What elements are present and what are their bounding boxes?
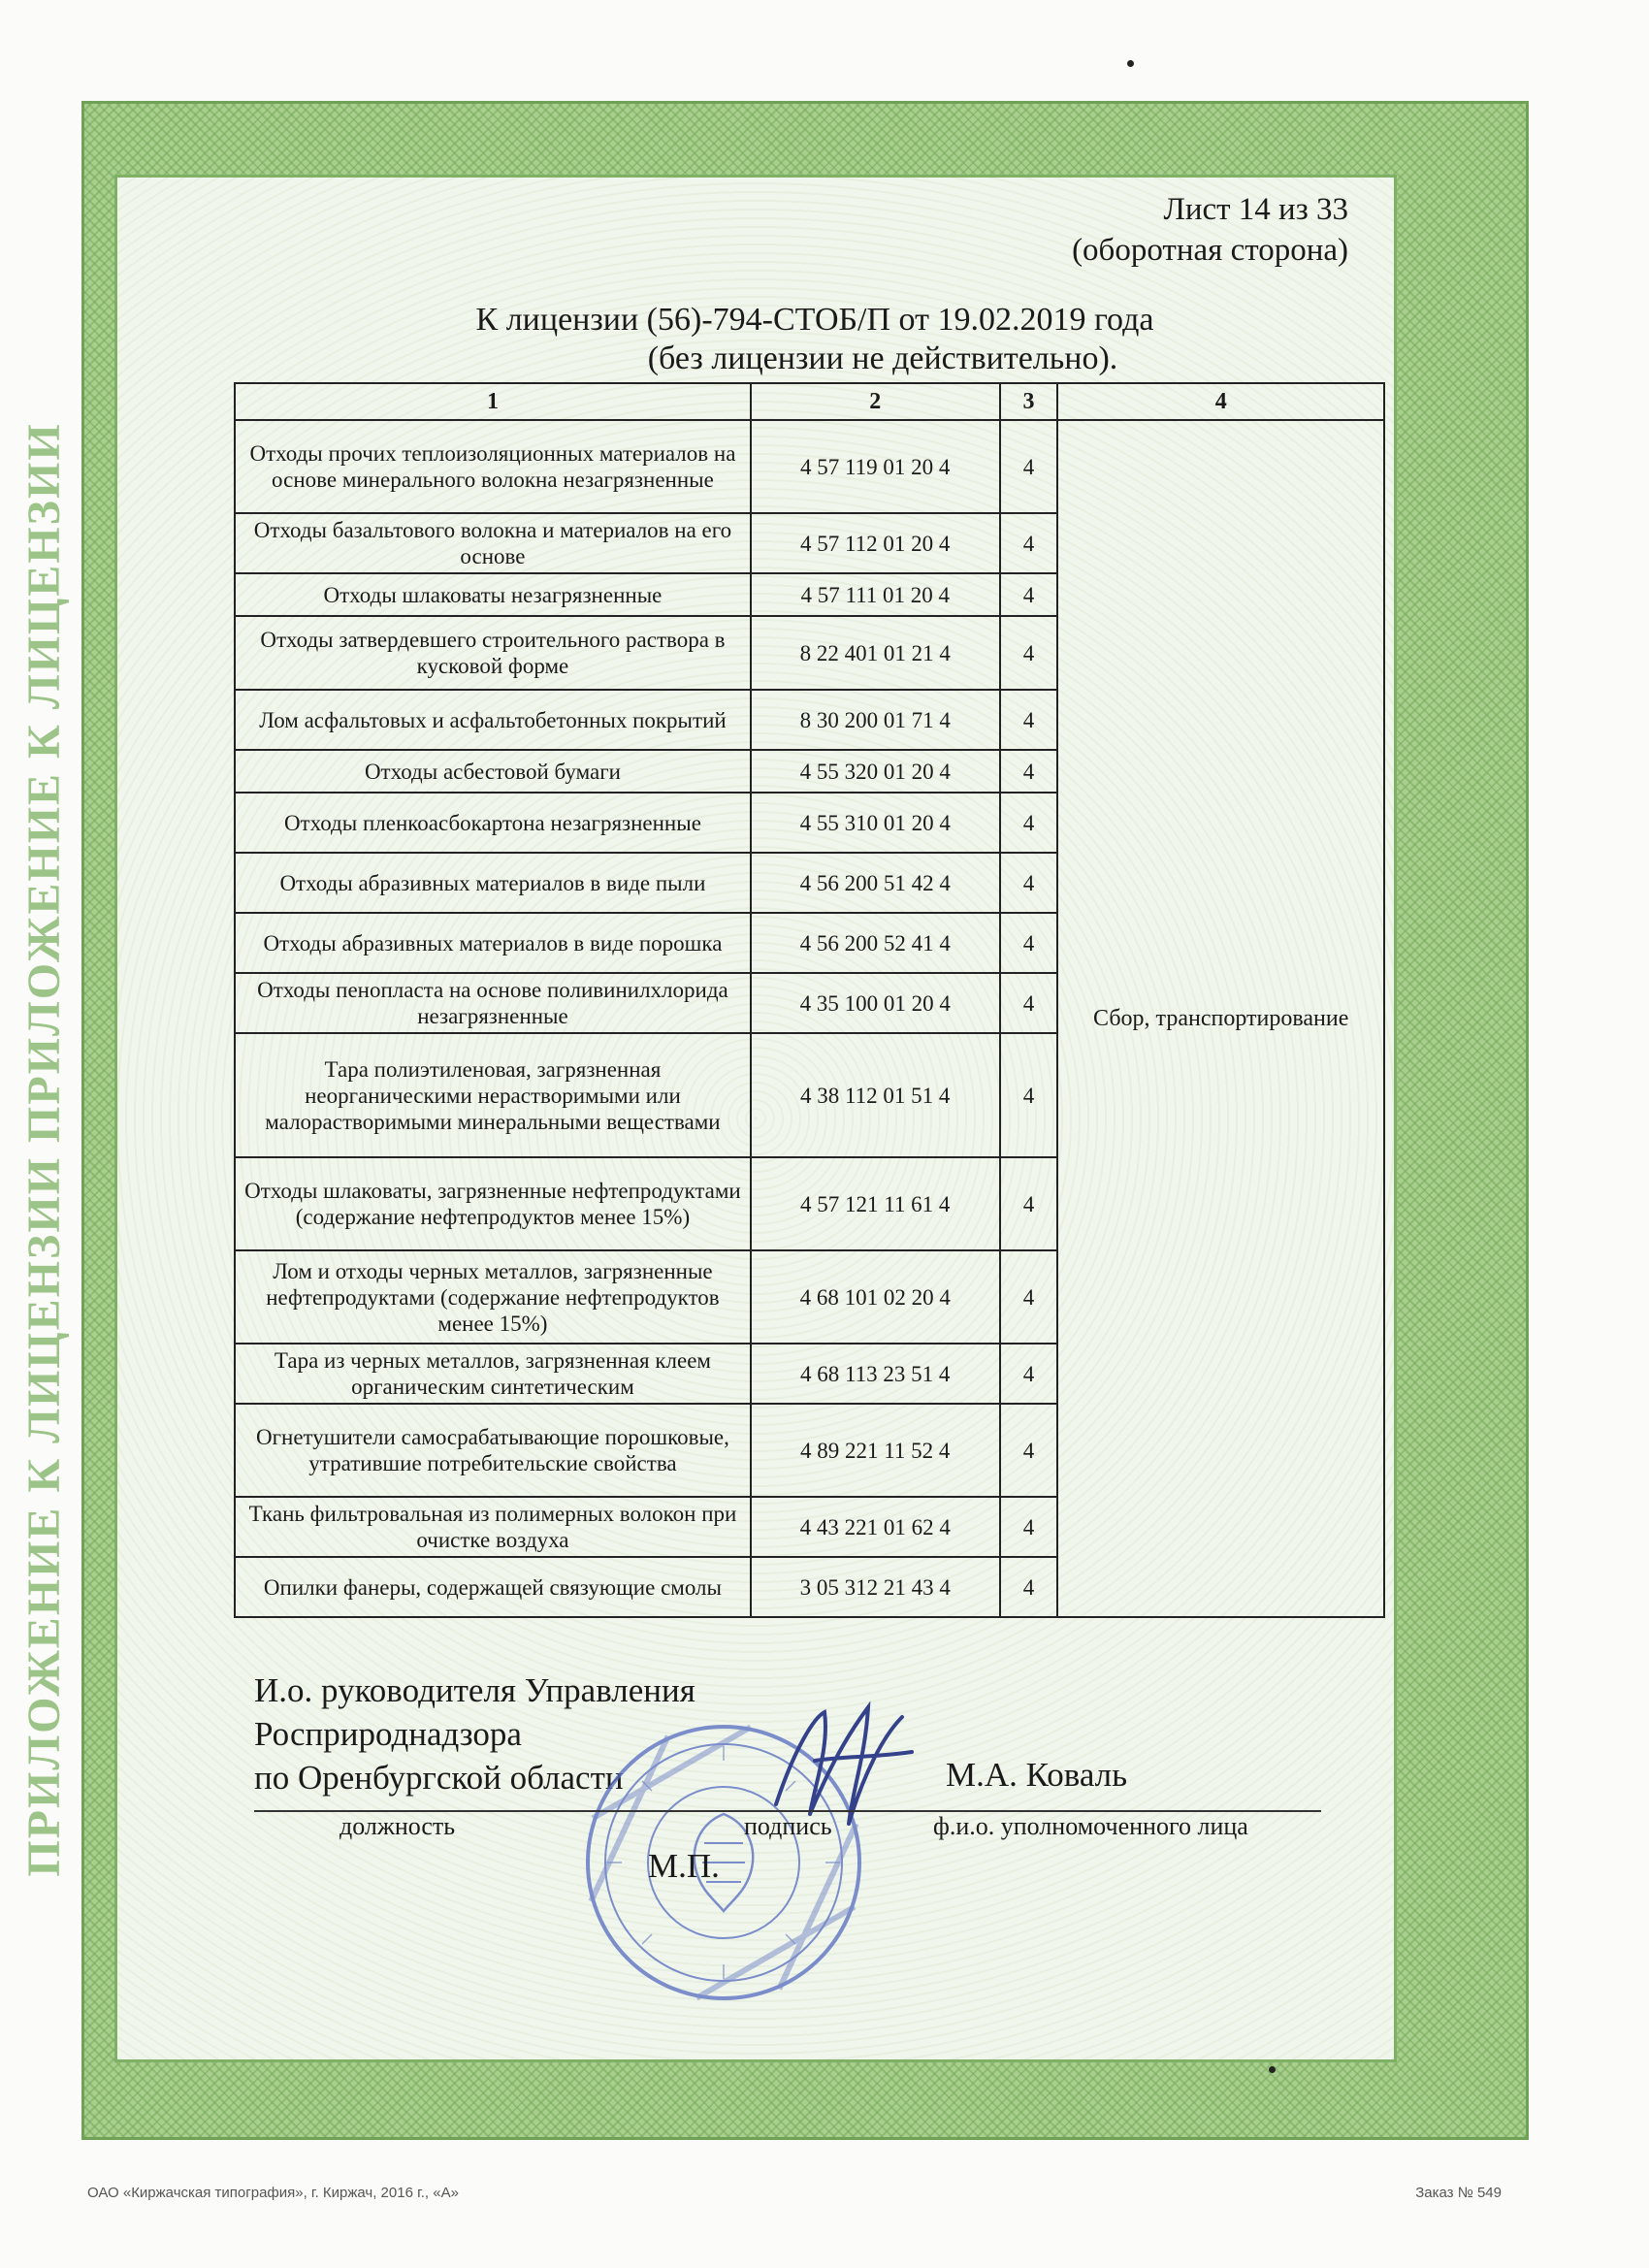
column-header: 1 bbox=[235, 383, 751, 420]
hazard-class-cell: 4 bbox=[1000, 1157, 1058, 1250]
position-line: по Оренбургской области bbox=[254, 1759, 624, 1797]
waste-name-cell: Отходы пленкоасбокартона незагрязненные bbox=[235, 793, 751, 853]
hazard-class-cell: 4 bbox=[1000, 913, 1058, 973]
hazard-class-cell: 4 bbox=[1000, 420, 1058, 513]
caption-name: ф.и.о. уполномоченного лица bbox=[933, 1812, 1248, 1840]
fkko-code-cell: 4 68 101 02 20 4 bbox=[751, 1250, 1000, 1344]
fkko-code-cell: 4 68 113 23 51 4 bbox=[751, 1344, 1000, 1404]
waste-name-cell: Отходы шлаковаты, загрязненные нефтепродуктами (содержание нефтепродуктов менее 15%) bbox=[235, 1157, 751, 1250]
fkko-code-cell: 4 38 112 01 51 4 bbox=[751, 1033, 1000, 1157]
order-number: Заказ № 549 bbox=[1415, 2185, 1502, 2201]
waste-name-cell: Опилки фанеры, содержащей связующие смолы bbox=[235, 1557, 751, 1617]
hazard-class-cell: 4 bbox=[1000, 1557, 1058, 1617]
waste-name-cell: Отходы абразивных материалов в виде пыли bbox=[235, 853, 751, 913]
waste-name-cell: Отходы абразивных материалов в виде порошка bbox=[235, 913, 751, 973]
fkko-code-cell: 8 22 401 01 21 4 bbox=[751, 616, 1000, 690]
caption-position: должность bbox=[340, 1812, 456, 1840]
waste-name-cell: Отходы пенопласта на основе поливинилхлорида незагрязненные bbox=[235, 973, 751, 1033]
license-reference bbox=[233, 301, 1397, 378]
waste-table bbox=[234, 382, 1385, 1618]
fkko-code-cell: 4 43 221 01 62 4 bbox=[751, 1497, 1000, 1557]
fkko-code-cell: 4 55 320 01 20 4 bbox=[751, 750, 1000, 793]
waste-name-cell: Лом и отходы черных металлов, загрязненные нефтепродуктами (содержание нефтепродуктов менее 15%) bbox=[235, 1250, 751, 1344]
hazard-class-cell: 4 bbox=[1000, 973, 1058, 1033]
waste-name-cell: Тара из черных металлов, загрязненная клеем органическим синтетическим bbox=[235, 1344, 751, 1404]
fkko-code-cell: 4 55 310 01 20 4 bbox=[751, 793, 1000, 853]
hazard-class-cell: 4 bbox=[1000, 793, 1058, 853]
hazard-class-cell: 4 bbox=[1000, 513, 1058, 573]
position-line: Росприроднадзора bbox=[254, 1715, 522, 1753]
license-note: (без лицензии не действительно). bbox=[647, 340, 1118, 376]
table-row bbox=[235, 420, 1384, 513]
waste-name-cell: Отходы затвердевшего строительного раствора в кусковой форме bbox=[235, 616, 751, 690]
fkko-code-cell: 4 57 121 11 61 4 bbox=[751, 1157, 1000, 1250]
waste-name-cell: Отходы прочих теплоизоляционных материалов на основе минерального волокна незагрязненные bbox=[235, 420, 751, 513]
waste-name-cell: Отходы асбестовой бумаги bbox=[235, 750, 751, 793]
signer-name: М.А. Коваль bbox=[946, 1756, 1128, 1794]
hazard-class-cell: 4 bbox=[1000, 690, 1058, 750]
speck bbox=[1269, 2066, 1276, 2073]
waste-name-cell: Огнетушители самосрабатывающие порошковые, утратившие потребительские свойства bbox=[235, 1404, 751, 1497]
hazard-class-cell: 4 bbox=[1000, 1497, 1058, 1557]
sheet-number-text: Лист 14 из 33 bbox=[1163, 192, 1348, 227]
waste-name-cell: Тара полиэтиленовая, загрязненная неорганическими нерастворимыми или малорастворимыми минеральными веществами bbox=[235, 1033, 751, 1157]
license-number: К лицензии (56)-794-СТОБ/П от 19.02.2019 года bbox=[475, 302, 1154, 338]
fkko-code-cell: 4 57 111 01 20 4 bbox=[751, 573, 1000, 616]
waste-name-cell: Отходы базальтового волокна и материалов на его основе bbox=[235, 513, 751, 573]
stamp-place: М.П. bbox=[648, 1847, 720, 1885]
side-label: ПРИЛОЖЕНИЕ К ЛИЦЕНЗИИ ПРИЛОЖЕНИЕ К ЛИЦЕНЗИИ bbox=[18, 422, 70, 1877]
printer-footer: ОАО «Киржачская типография», г. Киржач, 2016 г., «А» bbox=[87, 2185, 459, 2201]
hazard-class-cell: 4 bbox=[1000, 616, 1058, 690]
fkko-code-cell: 4 89 221 11 52 4 bbox=[751, 1404, 1000, 1497]
waste-name-cell: Отходы шлаковаты незагрязненные bbox=[235, 573, 751, 616]
hazard-class-cell: 4 bbox=[1000, 1033, 1058, 1157]
hazard-class-cell: 4 bbox=[1000, 1250, 1058, 1344]
fkko-code-cell: 4 35 100 01 20 4 bbox=[751, 973, 1000, 1033]
table-header-row bbox=[235, 383, 1384, 420]
fkko-code-cell: 4 56 200 52 41 4 bbox=[751, 913, 1000, 973]
sheet-side-text: (оборотная сторона) bbox=[1072, 233, 1348, 268]
column-header: 2 bbox=[751, 383, 1000, 420]
sheet-number bbox=[1072, 189, 1348, 271]
fkko-code-cell: 3 05 312 21 43 4 bbox=[751, 1557, 1000, 1617]
speck bbox=[1127, 60, 1134, 67]
waste-name-cell: Лом асфальтовых и асфальтобетонных покрытий bbox=[235, 690, 751, 750]
hazard-class-cell: 4 bbox=[1000, 750, 1058, 793]
position-line: И.о. руководителя Управления bbox=[254, 1671, 695, 1709]
column-header: 4 bbox=[1057, 383, 1384, 420]
waste-table-body bbox=[235, 420, 1384, 1617]
fkko-code-cell: 4 57 112 01 20 4 bbox=[751, 513, 1000, 573]
activity-type-cell: Сбор, транспортирование bbox=[1057, 420, 1384, 1617]
hazard-class-cell: 4 bbox=[1000, 1404, 1058, 1497]
caption-signature: подпись bbox=[744, 1812, 832, 1840]
hazard-class-cell: 4 bbox=[1000, 573, 1058, 616]
hazard-class-cell: 4 bbox=[1000, 1344, 1058, 1404]
hazard-class-cell: 4 bbox=[1000, 853, 1058, 913]
fkko-code-cell: 4 57 119 01 20 4 bbox=[751, 420, 1000, 513]
fkko-code-cell: 4 56 200 51 42 4 bbox=[751, 853, 1000, 913]
waste-name-cell: Ткань фильтровальная из полимерных волокон при очистке воздуха bbox=[235, 1497, 751, 1557]
fkko-code-cell: 8 30 200 01 71 4 bbox=[751, 690, 1000, 750]
column-header: 3 bbox=[1000, 383, 1058, 420]
